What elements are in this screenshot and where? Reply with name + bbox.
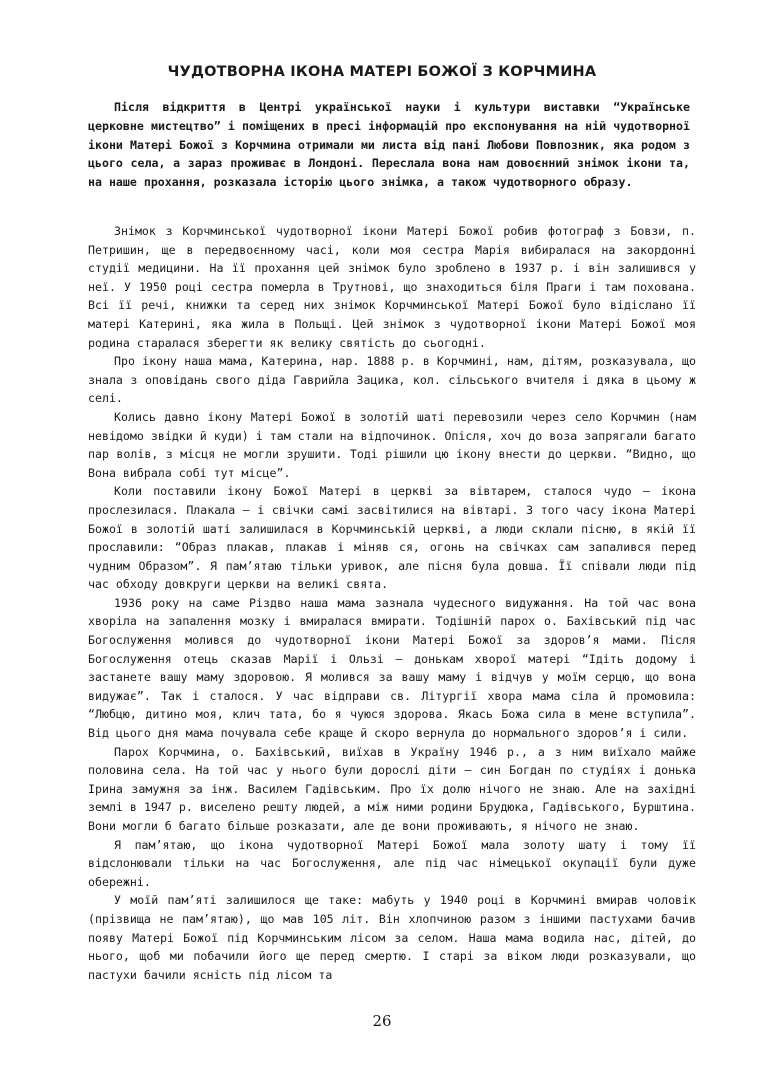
body-paragraph: Колись давно ікону Матері Божої в золотій шаті перевозили через село Корчмин (нам невідомо звідки й куди) і там стали на відпочинок. Опісля, хоч до воза запрягали багато пар волів, з місця не могли зрушити. Тоді рішили цю ікону внести до церкви. “Видно, що Вона вибрала собі тут місце”. xyxy=(88,409,696,480)
body-paragraph: Парох Корчмина, о. Бахівський, виїхав в Україну 1946 р., а з ним виїхало майже половина села. На той час у нього були дорослі діти – син Богдан по студіях і донька Ірина замужня за інж. Василем Гадівським. Про їх долю нічого не знаю. Але на західні землі в 1947 р. виселено решту людей, а між ними родини Брудюка, Гадівського, Бурштина. Вони могли б багато більше розказати, але де вони проживають, я нічого не знаю. xyxy=(88,744,696,833)
body-paragraph: Про ікону наша мама, Катерина, нар. 1888 р. в Корчмині, нам, дітям, розказувала, що знала з оповідань свого діда Гаврийла Зацика, кол. сільського вчителя і дяка в цьому ж селі. xyxy=(88,354,696,406)
body-paragraph: Знімок з Корчминської чудотворної ікони Матері Божої робив фотограф з Бовзи, п. Петришин, ще в передвоєнному часі, коли моя сестра Марія вибиралася на закордонні студії медицини. На її прохання цей знімок було зроблено в 1937 р. і він залишився у неї. У 1950 році сестра померла в Трутнові, що знаходиться біля Праги і там похована. Всі її речі, книжки та серед них знімок Корчминської Матері Божої було відіслано її матері Катерині, яка жила в Польщі. Цей знімок з чудотворної ікони Матері Божої моя родина старалася зберегти як велику святість до сьогодні. xyxy=(88,224,696,350)
article-title: ЧУДОТВОРНА ІКОНА МАТЕРІ БОЖОЇ З КОРЧМИНА xyxy=(167,64,597,80)
body-paragraph: Я пам’ятаю, що ікона чудотворної Матері Божої мала золоту шату і тому її відслонювали тільки на час Богослуження, але під час німецької окупації були дуже обережні. xyxy=(88,837,696,889)
article-body xyxy=(88,222,696,984)
body-paragraph: У моїй пам’яті залишилося ще таке: мабуть у 1940 році в Корчмині вмирав чоловік (прізвища не пам’ятаю), що мав 105 літ. Він хлопчиною разом з іншими пастухами бачив появу Матері Божої під Корчминським лісом за селом. Наша мама водила нас, дітей, до нього, щоб ми побачили його ще перед смертю. І старі за віком люди розказували, що пастухи бачили ясність під лісом та xyxy=(88,893,696,982)
body-paragraph: Коли поставили ікону Божої Матері в церкві за вівтарем, сталося чудо – ікона прослезилася. Плакала – і свічки самі засвітилися на вівтарі. З того часу ікона Матері Божої в золотій шаті залишилася в Корчминській церкві, а люди склали пісню, в якій її прославили: “Образ плакав, плакав і міняв ся, огонь на свічках сам запалився перед чудним Образом”. Я пам’ятаю тільки уривок, але пісня була довша. Її співали люди під час обходу довкруги церкви на великі свята. xyxy=(88,484,696,592)
article-intro: Після відкриття в Центрі української науки і культури виставки “Українське церковне мистецтво” і поміщених в пресі інформацій про експонування на ній чудотворної ікони Матері Божої з Корчмина отримали ми листа від пані Любови Повпозник, яка родом з цього села, а зараз проживає в Лондоні. Переслала вона нам довоєнний знімок ікони та, на наше прохання, розказала історію цього знімка, а також чудотворного образу. xyxy=(88,100,690,190)
page-number: 26 xyxy=(372,1012,392,1030)
body-paragraph: 1936 року на саме Різдво наша мама зазнала чудесного видужання. На той час вона хворіла на запалення мозку і вмиралася вмирати. Тодішній парох о. Бахівський під час Богослуження молився до чудотворної ікони Матері Божої за здоров’я мами. Після Богослуження отець сказав Марії і Ользі – донькам хворої матері “Ідіть додому і застанете вашу маму здоровою. Я молився за вашу маму і відчув у моїм серцю, що вона видужає”. Так і сталося. У час відправи св. Літургії хвора мама сіла й промовила: “Любцю, дитино моя, клич тата, бо я чуюся здорова. Якась Божа сила в мене вступила”. Від цього дня мама почувала себе краще й скоро вернула до нормального здоров’я і сили. xyxy=(88,595,696,741)
